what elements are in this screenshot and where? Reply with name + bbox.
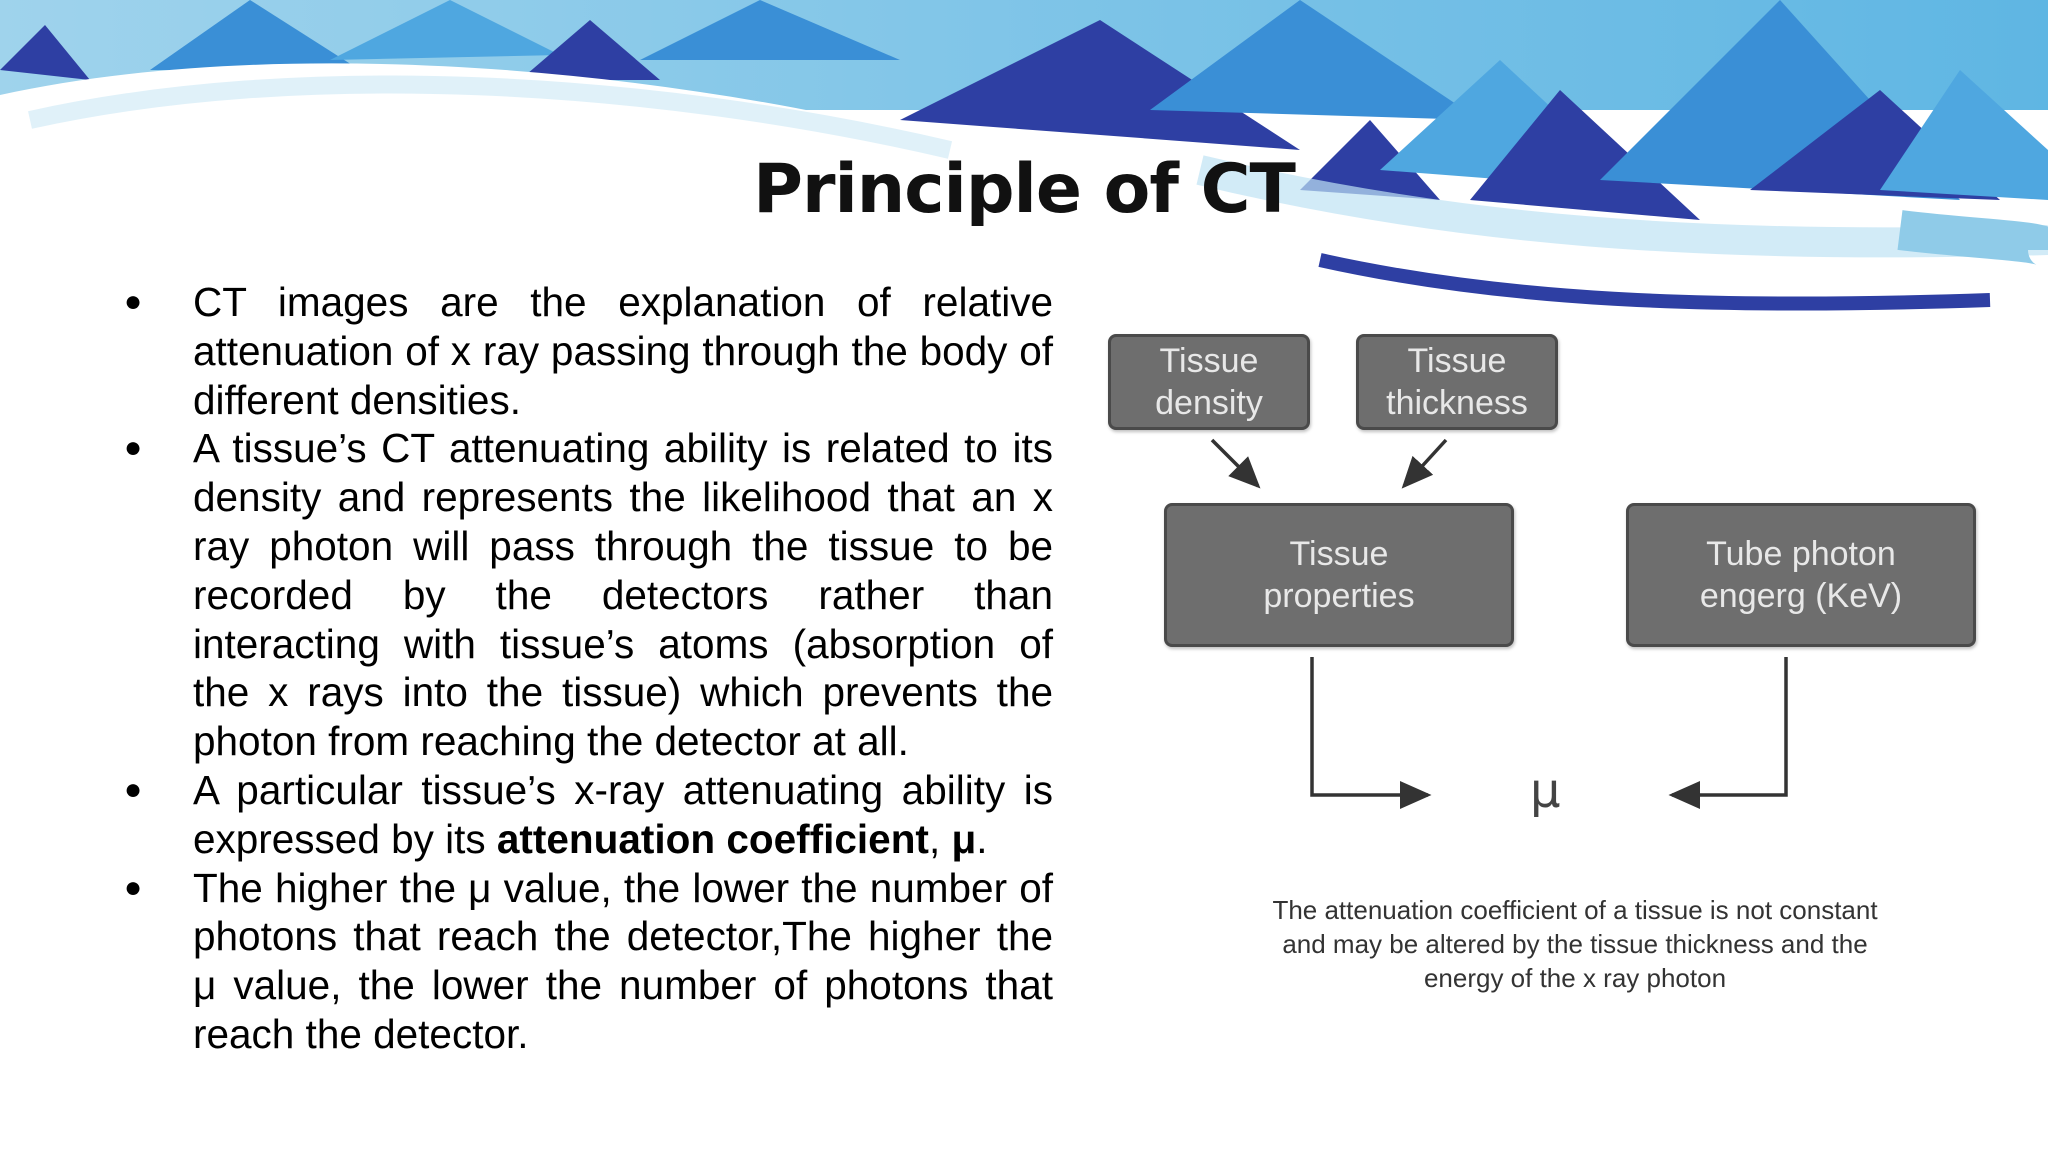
slide-title: Principle of CT — [753, 150, 1295, 229]
bullet-text: A particular tissue’s x-ray attenuating ability is expressed by its — [193, 766, 1053, 862]
node-tissue-properties: Tissue properties — [1164, 503, 1514, 647]
bullet-item — [118, 278, 1053, 424]
bullet-dot-icon: ● — [124, 870, 143, 904]
bullet-text: . — [976, 815, 988, 862]
bullet-dot-icon: ● — [124, 285, 143, 318]
bullet-item — [118, 766, 1053, 864]
node-tissue-density: Tissue density — [1108, 334, 1310, 430]
mu-symbol: μ — [1530, 763, 1561, 819]
bullet-list — [118, 278, 1053, 1059]
bullet-dot-icon: ● — [124, 772, 143, 806]
bullet-text: , — [928, 815, 952, 862]
bullet-text: The higher the μ value, the lower the number of photons that reach the detector,The higher the μ value, the lower the number of photons that reach the detector. — [193, 864, 1053, 1057]
bullet-item — [118, 864, 1053, 1059]
bullet-dot-icon: ● — [124, 431, 143, 465]
bullet-text: A tissue’s CT attenuating ability is related to its density and represents the likelihood that an x ray photon will pass through the tissue to be recorded by the detectors rather than interacting with tissue’s atoms (absorption of the x rays into the tissue) which prevents the photon from reaching the detector at all. — [193, 425, 1053, 765]
node-tissue-thickness: Tissue thickness — [1356, 334, 1558, 430]
bullet-bold-symbol: μ — [951, 815, 977, 862]
bullet-bold-term: attenuation coefficient — [496, 815, 929, 862]
diagram-caption: The attenuation coefficient of a tissue is not constant and may be altered by the tissue thickness and the energy of the x ray photon — [1272, 895, 1878, 993]
bullet-text: CT images are the explanation of relative attenuation of x ray passing through the body of different densities. — [193, 279, 1053, 423]
bullet-item — [118, 424, 1053, 766]
node-tube-photon-energy: Tube photon engerg (KeV) — [1626, 503, 1976, 647]
